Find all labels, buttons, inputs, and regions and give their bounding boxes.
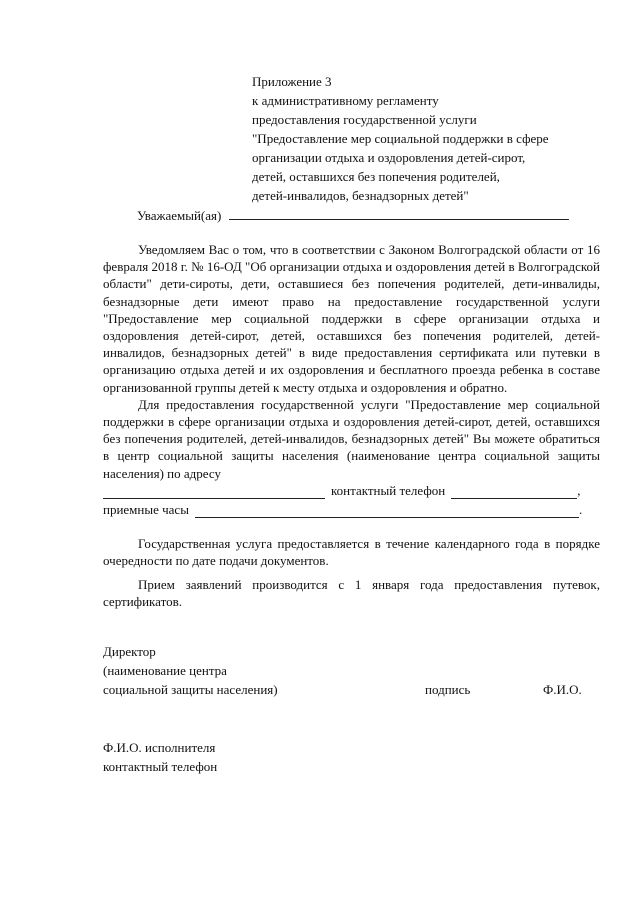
executor-phone-label: контактный телефон <box>103 759 218 774</box>
hours-blank <box>195 507 579 518</box>
notice-paragraph-service: Для предоставления государственной услуги "Предоставление мер социальной поддержки в сфере организации отдыха и оздоровления детей-сирот, детей, оставшихся без попечения родителей, детей-инвалидов, безнадзорных детей" Вы можете обратиться в центр социальной защиты населения (наименование центра социальной защиты населения) по адресу <box>103 396 600 481</box>
notice-paragraph-applications: Прием заявлений производится с 1 января года предоставления путевок, сертификатов. <box>103 576 600 609</box>
appendix-line: предоставления государственной услуги <box>252 112 477 127</box>
hours-label: приемные часы <box>103 502 189 518</box>
executor-block <box>103 738 217 776</box>
director-org-line: (наименование центра <box>103 663 227 678</box>
period-mark: . <box>578 502 583 518</box>
notice-paragraph-period: Государственная услуга предоставляется в течение календарного года в порядке очередности по дате подачи документов. <box>103 536 600 569</box>
appendix-line: детей, оставшихся без попечения родителей, <box>252 169 500 184</box>
director-org-line: социальной защиты населения) <box>103 682 278 697</box>
appendix-line: детей-инвалидов, безнадзорных детей" <box>252 188 469 203</box>
address-blank <box>103 488 325 499</box>
appendix-line: организации отдыха и оздоровления детей-сирот, <box>252 150 526 165</box>
appendix-line: Приложение 3 <box>252 74 332 89</box>
appendix-header <box>252 72 602 205</box>
greeting-line <box>137 206 569 225</box>
greeting-label: Уважаемый(ая) <box>137 208 222 223</box>
full-name-label: Ф.И.О. <box>543 682 582 697</box>
comma-mark: , <box>577 482 581 498</box>
hours-line <box>103 501 600 518</box>
appendix-line: "Предоставление мер социальной поддержки в сфере <box>252 131 549 146</box>
signature-block <box>103 642 600 699</box>
appendix-line: к административному регламенту <box>252 93 439 108</box>
notice-paragraph-rights: Уведомляем Вас о том, что в соответствии с Законом Волгоградской области от 16 февраля 2018 г. № 16-ОД "Об организации отдыха и оздоровления детей в Волгоградской области" дети-сироты, дети, оставшиеся без попечения родителей, дети-инвалиды, безнадзорные дети имеют право на предоставление государственной услуги "Предоставление мер социальной поддержки в сфере организации отдыха и оздоровления детей-сирот, детей, оставшихся без попечения родителей, детей-инвалидов, безнадзорных детей" в виде предоставления сертификата или путевки в организацию отдыха детей и их оздоровления и бесплатного проезда ребенка в составе организованной группы детей к месту отдыха и оздоровления и обратно. <box>103 242 600 395</box>
phone-label: контактный телефон <box>331 482 446 498</box>
signature-row <box>103 680 600 699</box>
address-phone-line <box>103 482 600 499</box>
signature-label: подпись <box>425 682 471 697</box>
phone-blank <box>451 488 577 499</box>
executor-name-label: Ф.И.О. исполнителя <box>103 740 216 755</box>
notice-body <box>103 241 600 610</box>
recipient-name-blank <box>229 207 569 220</box>
director-title: Директор <box>103 644 156 659</box>
